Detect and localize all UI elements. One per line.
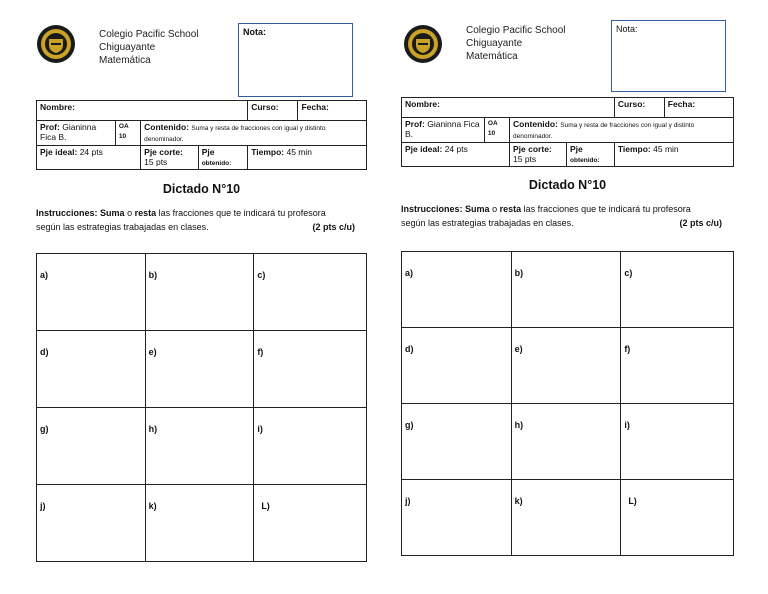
answer-cell[interactable]: g) (402, 404, 512, 480)
answer-cell[interactable]: e) (511, 328, 621, 404)
answer-grid (401, 251, 734, 556)
nombre-label: Nombre: (40, 102, 75, 112)
answer-cell[interactable]: j) (37, 485, 146, 562)
nombre-field[interactable] (37, 101, 248, 121)
answer-cell[interactable]: i) (254, 408, 367, 485)
pje-ideal-cell (402, 143, 510, 167)
instr-resta: resta (499, 204, 522, 214)
instructions-label: Instrucciones: (401, 204, 463, 214)
pje-corte-label: Pje corte: (513, 144, 552, 154)
answer-cell[interactable]: h) (511, 404, 621, 480)
curso-label: Curso: (617, 99, 646, 109)
answer-cell[interactable]: b) (145, 254, 254, 331)
answer-cell[interactable]: e) (145, 331, 254, 408)
instr-line2: según las estrategias trabajadas en clases. (36, 222, 209, 232)
instr-line2: según las estrategias trabajadas en clases. (401, 218, 574, 228)
prof-label: Prof: (405, 119, 425, 129)
contenido-cell (141, 121, 367, 146)
answer-cell[interactable]: k) (511, 480, 621, 556)
school-name: Colegio Pacific School (466, 25, 566, 36)
prof-name: Gianinna Fica B. (40, 122, 97, 142)
curso-field[interactable] (614, 98, 664, 118)
answer-cell[interactable]: c) (254, 254, 367, 331)
instr-points: (2 pts c/u) (679, 218, 722, 228)
tiempo-label: Tiempo: (617, 144, 651, 154)
school-city: Chiguayante (99, 42, 156, 53)
instructions (36, 206, 367, 234)
pje-ideal-cell (37, 146, 141, 170)
pje-corte-value: 15 pts (513, 154, 537, 164)
school-logo-icon (403, 24, 443, 64)
answer-cell[interactable]: a) (402, 252, 512, 328)
grade-box (611, 20, 726, 92)
tiempo-value: 45 min (653, 144, 679, 154)
oa-label: OA 10 (118, 123, 129, 140)
student-info-table (401, 97, 734, 167)
pje-ideal-label: Pje ideal: (405, 144, 443, 154)
instr-o: o (127, 208, 133, 218)
instr-rest: las fracciones que te indicará tu profesora (158, 208, 326, 218)
fecha-label: Fecha: (301, 102, 329, 112)
dictation-title: Dictado N°10 (528, 178, 607, 192)
answer-grid (36, 253, 367, 562)
tiempo-cell (248, 146, 367, 170)
school-logo-icon (36, 24, 76, 64)
school-subject: Matemática (99, 55, 151, 66)
instr-suma: Suma (100, 208, 125, 218)
pje-ideal-value: 24 pts (444, 144, 468, 154)
nombre-label: Nombre: (405, 99, 440, 109)
instr-points: (2 pts c/u) (312, 222, 355, 232)
nombre-field[interactable] (402, 98, 615, 118)
pje-corte-cell (141, 146, 199, 170)
answer-cell[interactable]: f) (254, 331, 367, 408)
pje-ideal-label: Pje ideal: (40, 147, 78, 157)
oa-cell (484, 118, 509, 143)
answer-cell[interactable]: k) (145, 485, 254, 562)
pje-obtenido-sub: obtenido: (201, 160, 232, 167)
instr-rest: las fracciones que te indicará tu profesora (523, 204, 691, 214)
pje-obtenido-label: Pje (201, 147, 215, 157)
answer-cell[interactable]: j) (402, 480, 512, 556)
tiempo-label: Tiempo: (251, 147, 285, 157)
contenido-text: Suma y resta de fracciones con igual y distinto denominador. (513, 122, 695, 140)
instr-resta: resta (134, 208, 157, 218)
answer-cell[interactable]: L) (621, 480, 734, 556)
instr-o: o (492, 204, 498, 214)
pje-corte-cell (510, 143, 567, 167)
pje-obtenido-sub: obtenido: (570, 157, 600, 164)
answer-cell[interactable]: h) (145, 408, 254, 485)
instr-suma: Suma (465, 204, 490, 214)
curso-field[interactable] (248, 101, 298, 121)
school-city: Chiguayante (466, 38, 523, 49)
pje-corte-value: 15 pts (144, 157, 168, 167)
pje-corte-label: Pje corte: (144, 147, 183, 157)
contenido-label: Contenido: (144, 122, 190, 132)
answer-cell[interactable]: b) (511, 252, 621, 328)
answer-cell[interactable]: d) (37, 331, 146, 408)
dictation-title: Dictado N°10 (162, 182, 241, 196)
school-header (466, 24, 566, 63)
answer-cell[interactable]: i) (621, 404, 734, 480)
curso-label: Curso: (251, 102, 279, 112)
prof-name: Gianinna Fica B. (405, 119, 480, 139)
answer-cell[interactable]: g) (37, 408, 146, 485)
school-subject: Matemática (466, 51, 518, 62)
pje-obtenido-cell[interactable] (567, 143, 615, 167)
answer-cell[interactable]: d) (402, 328, 512, 404)
oa-cell (115, 121, 140, 146)
instructions (401, 202, 734, 230)
answer-cell[interactable]: f) (621, 328, 734, 404)
school-name: Colegio Pacific School (99, 29, 199, 40)
fecha-label: Fecha: (667, 99, 696, 109)
worksheet-right (367, 0, 751, 594)
contenido-label: Contenido: (513, 119, 558, 129)
answer-cell[interactable]: L) (254, 485, 367, 562)
tiempo-cell (614, 143, 733, 167)
oa-label: OA 10 (487, 120, 498, 137)
fecha-field[interactable] (664, 98, 733, 118)
prof-cell (37, 121, 116, 146)
student-info-table (36, 100, 367, 170)
school-header (99, 28, 199, 67)
pje-ideal-value: 24 pts (79, 147, 103, 157)
grade-box (238, 23, 353, 97)
grade-label: Nota: (616, 24, 638, 34)
fecha-field[interactable] (298, 101, 367, 121)
pje-obtenido-cell[interactable] (198, 146, 248, 170)
grade-label: Nota: (243, 27, 266, 37)
prof-cell (402, 118, 485, 143)
contenido-cell (510, 118, 734, 143)
contenido-text: Suma y resta de fracciones con igual y distinto denominador. (144, 125, 326, 143)
prof-label: Prof: (40, 122, 60, 132)
instructions-label: Instrucciones: (36, 208, 98, 218)
tiempo-value: 45 min (286, 147, 312, 157)
answer-cell[interactable]: a) (37, 254, 146, 331)
answer-cell[interactable]: c) (621, 252, 734, 328)
pje-obtenido-label: Pje (570, 144, 583, 154)
